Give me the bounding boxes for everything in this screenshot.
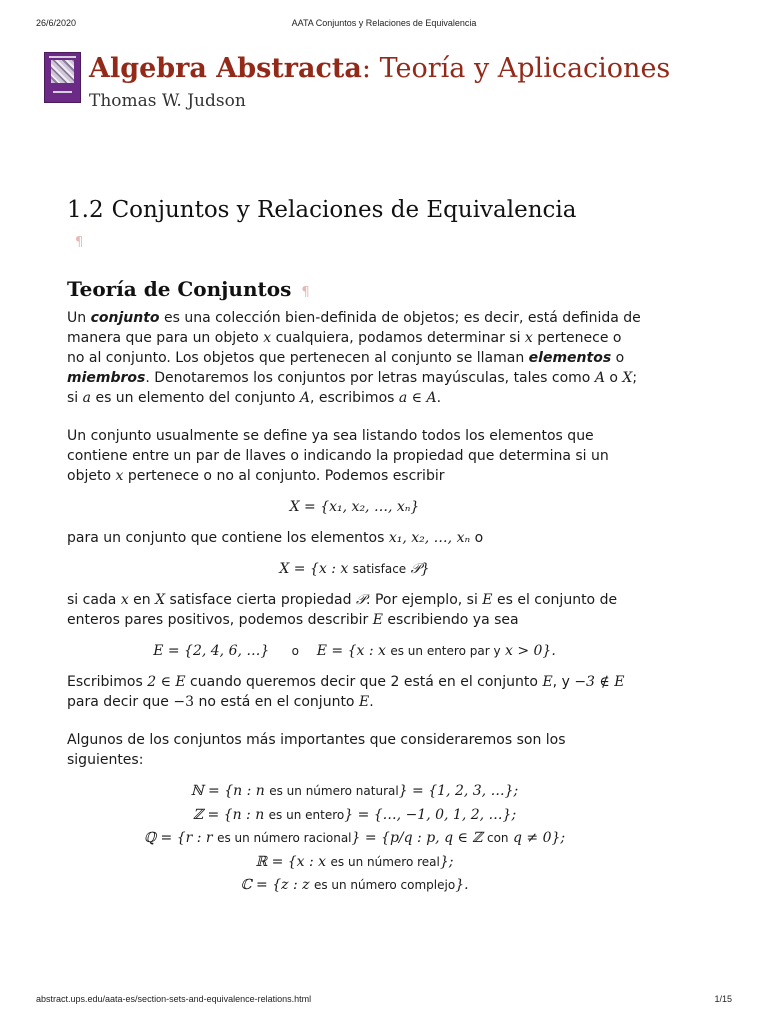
print-page-number: 1/15 <box>714 994 732 1004</box>
equation-set-builder: X = {x : x satisface 𝒫} <box>279 561 430 577</box>
set-rationals: ℚ = {r : r es un número racional} = {p/q : p, q ∈ ℤ con q ≠ 0}; <box>143 830 566 846</box>
cover-band-bottom <box>53 91 72 93</box>
book-cover-icon[interactable] <box>44 52 81 103</box>
site-brand[interactable] <box>44 52 734 116</box>
subsection-permalink-pilcrow[interactable]: ¶ <box>301 285 310 300</box>
book-title-rest: : Teoría y Aplicaciones <box>361 53 671 84</box>
print-date: 26/6/2020 <box>36 18 77 28</box>
paragraph-membership: Escribimos 2 ∈ E cuando queremos decir que 2 está en el conjunto E, y −3 ∉ E para decir que −3 no está en el conjunto E. <box>67 674 625 710</box>
cover-artwork <box>51 60 74 83</box>
print-page-title: AATA Conjuntos y Relaciones de Equivalencia <box>291 18 477 28</box>
section-title <box>67 192 642 228</box>
cover-band-top <box>49 56 76 58</box>
print-footer <box>36 994 732 1008</box>
equation-set-listing: X = {x₁, x₂, …, xₙ} <box>289 499 420 515</box>
print-header <box>36 18 732 32</box>
set-complex: ℂ = {z : z es un número complejo}. <box>240 877 469 893</box>
important-sets-list <box>67 780 642 898</box>
paragraph-definition: Un conjunto es una colección bien-definida de objetos; es decir, está definida de manera que para un objeto x cualquiera, podamos determinar si x pertenece o no al conjunto. Los objetos que pertenecen al conjunto se llaman elementos o miembros. Denotaremos los conjuntos por letras mayúsculas, tales como A o X; si a es un elemento del conjunto A, escribimos a ∈ A. <box>67 310 641 406</box>
section-title-text: Conjuntos y Relaciones de Equivalencia <box>111 197 577 223</box>
paragraph-elements: para un conjunto que contiene los elementos x₁, x₂, …, xₙ o <box>67 530 484 546</box>
equation-even-set: E = {2, 4, 6, …} o E = {x : x es un entero par y x > 0}. <box>153 643 556 659</box>
print-url: abstract.ups.edu/aata-es/section-sets-and-equivalence-relations.html <box>36 994 312 1004</box>
subsection-title-text: Teoría de Conjuntos <box>67 277 292 301</box>
book-title[interactable] <box>89 52 670 86</box>
paragraph-set-notation: Un conjunto usualmente se define ya sea listando todos los elementos que contiene entre un par de llaves o indicando la propiedad que determina si un objeto x pertenece o no al conjunto. Podemos escribir <box>67 428 609 484</box>
set-reals: ℝ = {x : x es un número real}; <box>255 853 454 870</box>
term-miembros: miembros <box>67 370 146 386</box>
set-naturals: ℕ = {n : n es un número natural} = {1, 2, 3, …}; <box>190 783 519 799</box>
subsection-title <box>67 274 642 308</box>
book-title-bold: Algebra Abstracta <box>89 53 362 84</box>
set-integers: ℤ = {n : n es un entero} = {…, −1, 0, 1, 2, …}; <box>192 806 517 823</box>
section-permalink-pilcrow[interactable]: ¶ <box>75 235 84 250</box>
book-author: Thomas W. Judson <box>89 91 246 111</box>
main-content <box>67 192 642 898</box>
paragraph-example-even: si cada x en X satisface cierta propiedad 𝒫. Por ejemplo, si E es el conjunto de enteros pares positivos, podemos describir E escribiendo ya sea <box>67 592 618 628</box>
paragraph-important-sets: Algunos de los conjuntos más importantes que consideraremos son los siguientes: <box>67 732 566 768</box>
term-conjunto: conjunto <box>90 310 160 326</box>
term-elementos: elementos <box>528 350 612 366</box>
section-number: 1.2 <box>67 197 104 223</box>
